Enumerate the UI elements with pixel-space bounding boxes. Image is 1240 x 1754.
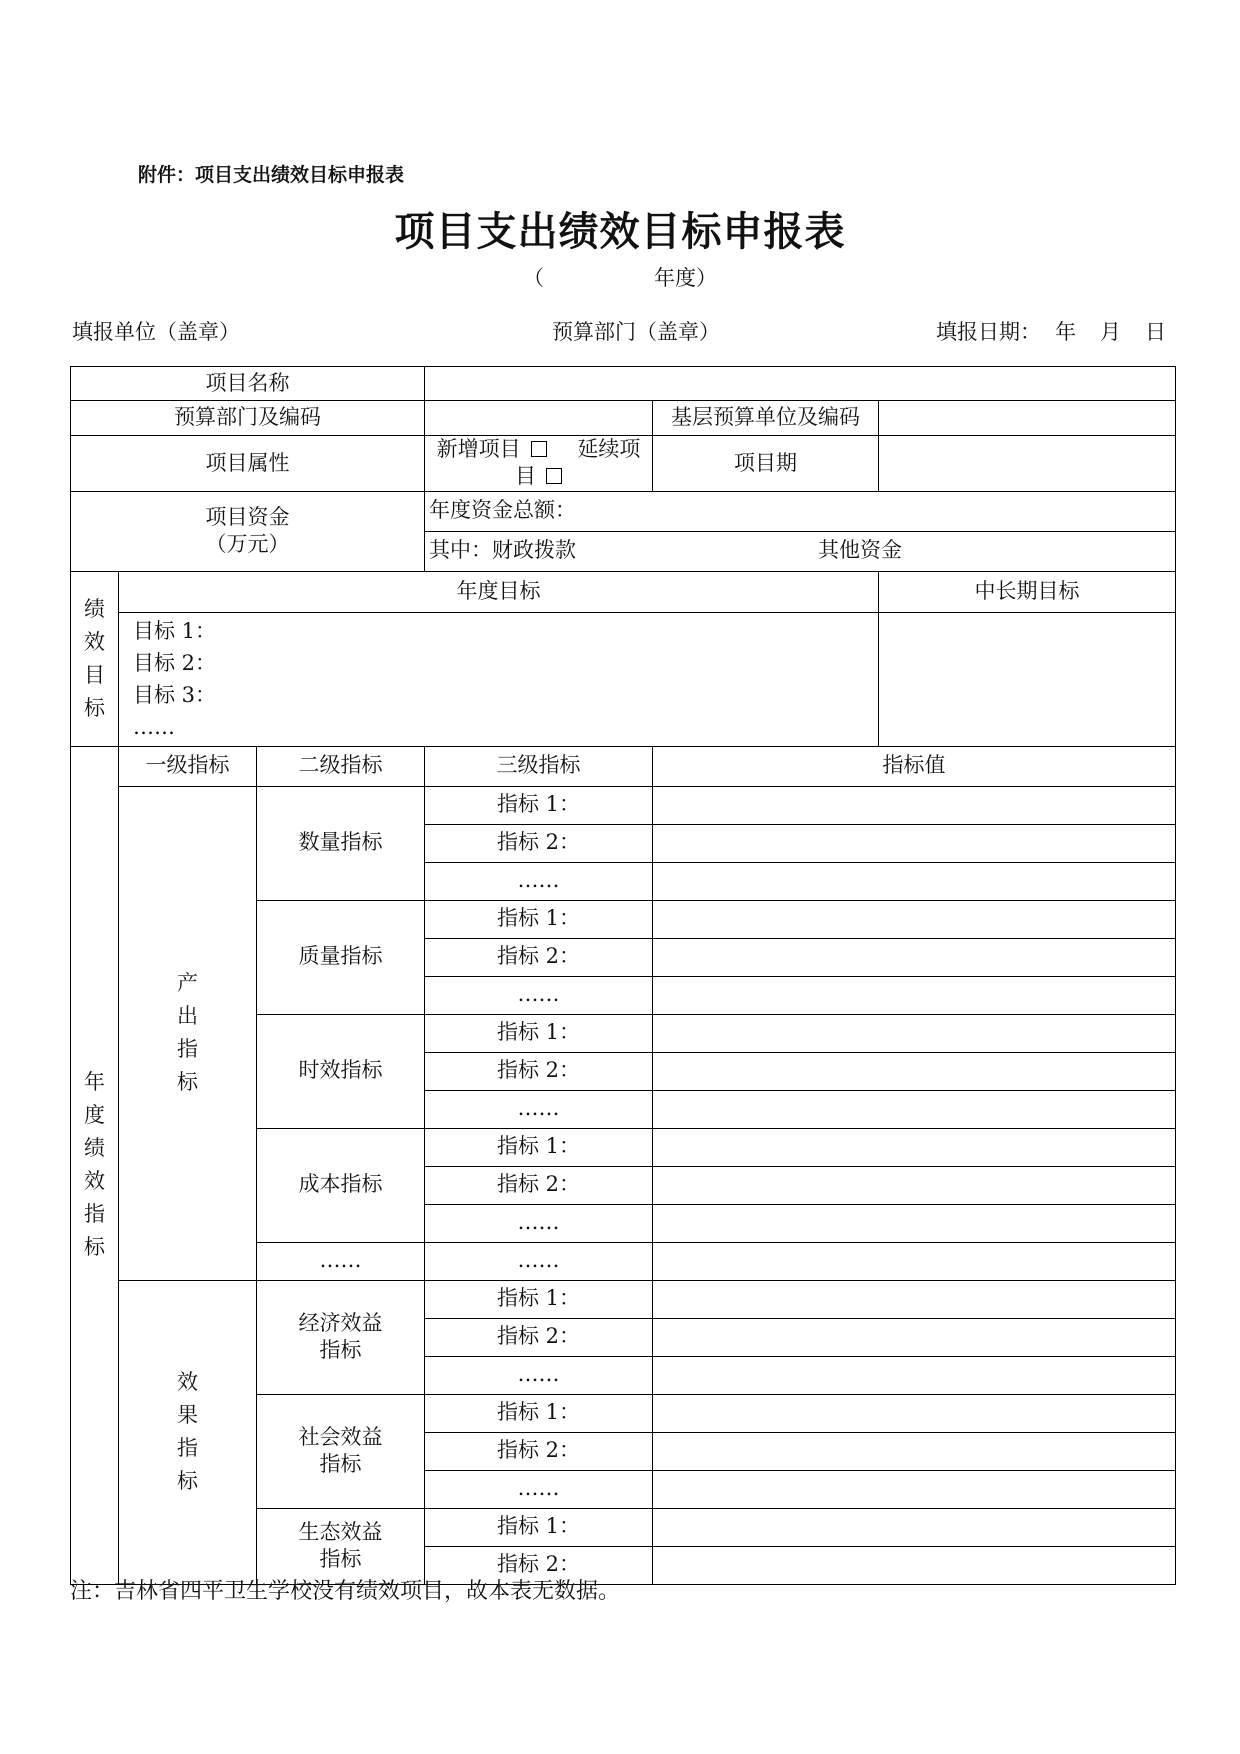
indicator-row-label: 指标 1： <box>425 786 653 824</box>
indicator-row-label: 指标 2： <box>425 938 653 976</box>
long-term-goal-value[interactable] <box>879 612 1176 746</box>
indicator-row-label: 指标 1： <box>425 900 653 938</box>
indicator-row-label: …… <box>425 1356 653 1394</box>
timeliness-indicator-label: 时效指标 <box>257 1014 425 1128</box>
ecological-benefit-label: 生态效益 指标 <box>257 1508 425 1584</box>
new-project-checkbox[interactable] <box>531 441 547 457</box>
indicator-row-label: 指标 1： <box>425 1394 653 1432</box>
project-attribute-options: 新增项目 延续项目 <box>425 436 653 492</box>
indicator-row-label: 指标 1： <box>425 1014 653 1052</box>
indicator-row-label: …… <box>425 976 653 1014</box>
year-line: （ 年度） <box>523 266 717 290</box>
more-level2-label: …… <box>257 1242 425 1280</box>
budget-dept-label: 预算部门（盖章） <box>552 320 720 344</box>
indicator-value-cell[interactable] <box>653 1280 1176 1318</box>
base-unit-code-value[interactable] <box>879 401 1176 436</box>
base-unit-code-label: 基层预算单位及编码 <box>653 401 879 436</box>
indicator-value-cell[interactable] <box>653 1204 1176 1242</box>
annual-indicators-label: 年度绩效指标 <box>71 746 119 1584</box>
indicator-value-cell[interactable] <box>653 1166 1176 1204</box>
indicator-value-cell[interactable] <box>653 824 1176 862</box>
indicator-row-label: …… <box>425 1090 653 1128</box>
project-funds-label: 项目资金 （万元） <box>71 491 425 571</box>
indicator-row-label: …… <box>425 1242 653 1280</box>
quantity-indicator-label: 数量指标 <box>257 786 425 900</box>
indicator-value-cell[interactable] <box>653 1470 1176 1508</box>
indicator-row-label: 指标 2： <box>425 1052 653 1090</box>
economic-benefit-label: 经济效益 指标 <box>257 1280 425 1394</box>
indicator-value-cell[interactable] <box>653 1014 1176 1052</box>
annual-goal-header: 年度目标 <box>119 571 879 612</box>
project-name-value[interactable] <box>425 367 1176 401</box>
indicator-row-label: …… <box>425 1470 653 1508</box>
continued-project-checkbox[interactable] <box>546 468 562 484</box>
performance-form-table <box>70 366 1176 1585</box>
level2-header: 二级指标 <box>257 746 425 786</box>
indicator-value-cell[interactable] <box>653 1394 1176 1432</box>
long-term-goal-header: 中长期目标 <box>879 571 1176 612</box>
indicator-row-label: 指标 2： <box>425 1166 653 1204</box>
project-period-label: 项目期 <box>653 436 879 492</box>
social-benefit-label: 社会效益 指标 <box>257 1394 425 1508</box>
indicator-value-cell[interactable] <box>653 1242 1176 1280</box>
dept-code-value[interactable] <box>425 401 653 436</box>
indicator-row-label: …… <box>425 862 653 900</box>
indicator-value-cell[interactable] <box>653 1128 1176 1166</box>
footnote: 注：吉林省四平卫生学校没有绩效项目，故本表无数据。 <box>70 1579 621 1604</box>
indicator-row-label: 指标 2： <box>425 1432 653 1470</box>
funds-breakdown[interactable]: 其中：财政拨款 其他资金 <box>425 531 1176 571</box>
indicator-value-cell[interactable] <box>653 1432 1176 1470</box>
indicator-value-cell[interactable] <box>653 1546 1176 1584</box>
indicator-value-cell[interactable] <box>653 976 1176 1014</box>
indicator-row-label: …… <box>425 1204 653 1242</box>
annual-goal-list[interactable]: 目标 1： 目标 2： 目标 3： …… <box>119 612 879 746</box>
indicator-value-cell[interactable] <box>653 1508 1176 1546</box>
indicator-row-label: 指标 2： <box>425 1318 653 1356</box>
indicator-row-label: 指标 1： <box>425 1508 653 1546</box>
indicator-value-cell[interactable] <box>653 786 1176 824</box>
attachment-label: 附件：项目支出绩效目标申报表 <box>138 164 405 186</box>
form-title: 项目支出绩效目标申报表 <box>394 209 846 255</box>
cost-indicator-label: 成本指标 <box>257 1128 425 1242</box>
indicator-value-cell[interactable] <box>653 862 1176 900</box>
indicator-row-label: 指标 2： <box>425 1546 653 1584</box>
effect-indicators-label: 效果指标 <box>119 1280 257 1584</box>
output-indicators-label: 产出指标 <box>119 786 257 1280</box>
indicator-value-cell[interactable] <box>653 1356 1176 1394</box>
indicator-value-cell[interactable] <box>653 1052 1176 1090</box>
performance-goal-label: 绩效目标 <box>71 571 119 746</box>
indicator-row-label: 指标 2： <box>425 824 653 862</box>
indicator-value-header: 指标值 <box>653 746 1176 786</box>
fill-date-label: 填报日期： 年 月 日 <box>936 320 1166 344</box>
level1-header: 一级指标 <box>119 746 257 786</box>
dept-code-label: 预算部门及编码 <box>71 401 425 436</box>
level3-header: 三级指标 <box>425 746 653 786</box>
fill-unit-label: 填报单位（盖章） <box>72 320 240 344</box>
indicator-value-cell[interactable] <box>653 1318 1176 1356</box>
project-name-label: 项目名称 <box>71 367 425 401</box>
indicator-value-cell[interactable] <box>653 900 1176 938</box>
annual-total-funds[interactable]: 年度资金总额： <box>425 491 1176 531</box>
indicator-value-cell[interactable] <box>653 1090 1176 1128</box>
project-attribute-label: 项目属性 <box>71 436 425 492</box>
indicator-row-label: 指标 1： <box>425 1280 653 1318</box>
indicator-value-cell[interactable] <box>653 938 1176 976</box>
quality-indicator-label: 质量指标 <box>257 900 425 1014</box>
indicator-row-label: 指标 1： <box>425 1128 653 1166</box>
project-period-value[interactable] <box>879 436 1176 492</box>
